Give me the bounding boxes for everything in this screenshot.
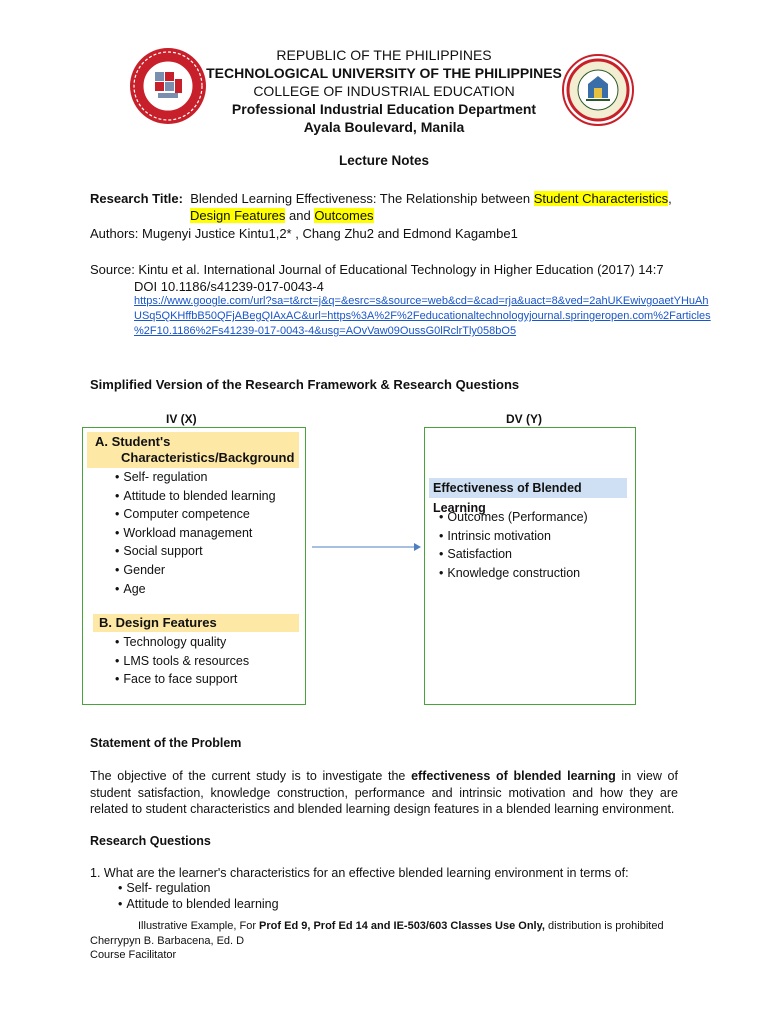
highlight-student-characteristics: Student Characteristics xyxy=(533,191,669,206)
research-title-label: Research Title: xyxy=(90,191,183,206)
list-item: • Social support xyxy=(115,542,276,561)
list-item: • Outcomes (Performance) xyxy=(439,508,588,527)
question-1-list xyxy=(118,880,279,912)
problem-text xyxy=(90,768,678,818)
questions-heading: Research Questions xyxy=(90,834,211,848)
header-university: TECHNOLOGICAL UNIVERSITY OF THE PHILIPPINES xyxy=(206,65,562,81)
framework-heading: Simplified Version of the Research Framework & Research Questions xyxy=(90,377,520,392)
problem-heading: Statement of the Problem xyxy=(90,736,242,750)
list-item: • Age xyxy=(115,580,276,599)
list-item: • Attitude to blended learning xyxy=(118,896,279,912)
header-address: Ayala Boulevard, Manila xyxy=(303,119,465,135)
dv-heading: Effectiveness of Blended Learning xyxy=(429,478,627,498)
source-link-line1[interactable]: https://www.google.com/url?sa=t&rct=j&q=&esrc=s&source=web&cd=&cad=rja&uact=8&ved=2ahUKEwivgoaetYHuAh xyxy=(134,295,709,307)
research-title-and: and xyxy=(285,208,315,223)
source: Source: Kintu et al. International Journal of Educational Technology in Higher Education (2017) 14:7 xyxy=(90,262,664,277)
research-title-line2 xyxy=(190,207,374,224)
list-item: • Computer competence xyxy=(115,505,276,524)
source-link-line3[interactable]: %2F10.1186%2Fs41239-017-0043-4&usg=AOvVaw09OussG0lRclrTly058bO5 xyxy=(134,325,517,337)
footer-notice-end: distribution is prohibited xyxy=(544,920,664,932)
dv-box xyxy=(424,427,636,705)
section-a-line2: Characteristics/Background xyxy=(121,450,295,465)
list-item: • Self- regulation xyxy=(118,880,279,896)
footer-notice-bold: Prof Ed 9, Prof Ed 14 and IE-503/603 Classes Use Only, xyxy=(259,920,545,932)
section-a-heading xyxy=(87,432,299,468)
list-item: • Self- regulation xyxy=(115,468,276,487)
research-title-text: Blended Learning Effectiveness: The Relationship between xyxy=(190,191,534,206)
dv-label: DV (Y) xyxy=(506,412,542,426)
dv-list xyxy=(439,508,588,582)
list-item: • Intrinsic motivation xyxy=(439,527,588,546)
doc-title: Lecture Notes xyxy=(338,153,430,168)
problem-text-bold: effectiveness of blended learning xyxy=(411,769,616,783)
list-item: • Satisfaction xyxy=(439,545,588,564)
footer-name: Cherrypyn B. Barbacena, Ed. D xyxy=(90,935,245,947)
doi: DOI 10.1186/s41239-017-0043-4 xyxy=(134,279,324,294)
list-item: • Attitude to blended learning xyxy=(115,487,276,506)
highlight-design-features: Design Features xyxy=(190,208,286,223)
iv-box xyxy=(82,427,306,705)
source-link-line2[interactable]: USq5QKHffbB50QFjABegQIAxAC&url=https%3A%2F%2Feducationaltechnologyjournal.springeropen.com%2Farticles xyxy=(134,310,711,322)
header-college: COLLEGE OF INDUSTRIAL EDUCATION xyxy=(253,83,515,99)
list-item: • Face to face support xyxy=(115,670,249,689)
iv-label: IV (X) xyxy=(166,412,197,426)
list-item: • Technology quality xyxy=(115,633,249,652)
list-item: • LMS tools & resources xyxy=(115,652,249,671)
list-item: • Gender xyxy=(115,561,276,580)
header-republic: REPUBLIC OF THE PHILIPPINES xyxy=(276,47,492,63)
question-1: 1. What are the learner's characteristics for an effective blended learning environment in terms of: xyxy=(90,866,629,880)
highlight-outcomes: Outcomes xyxy=(314,208,374,223)
footer-notice-start: Illustrative Example, For xyxy=(138,920,260,932)
footer-notice xyxy=(138,920,664,932)
research-title-line1 xyxy=(90,190,730,207)
footer-role: Course Facilitator xyxy=(90,949,177,961)
header-department: Professional Industrial Education Department xyxy=(231,101,537,117)
problem-text-end: in view of student satisfaction, knowledge construction, performance and intrinsic motivation and how they are related to student characteristics and blended learning design features in a blended learning environment. xyxy=(90,769,678,817)
section-a-line1: A. Student's xyxy=(95,434,171,449)
section-b-heading: B. Design Features xyxy=(93,614,299,632)
list-item: • Knowledge construction xyxy=(439,564,588,583)
research-title-comma: , xyxy=(668,191,672,206)
problem-text-start: The objective of the current study is to investigate the xyxy=(90,769,412,783)
list-item: • Workload management xyxy=(115,524,276,543)
framework-arrow-icon xyxy=(310,540,422,554)
section-b-list xyxy=(115,633,249,689)
section-a-list xyxy=(115,468,276,598)
authors: Authors: Mugenyi Justice Kintu1,2* , Chang Zhu2 and Edmond Kagambe1 xyxy=(90,226,518,241)
